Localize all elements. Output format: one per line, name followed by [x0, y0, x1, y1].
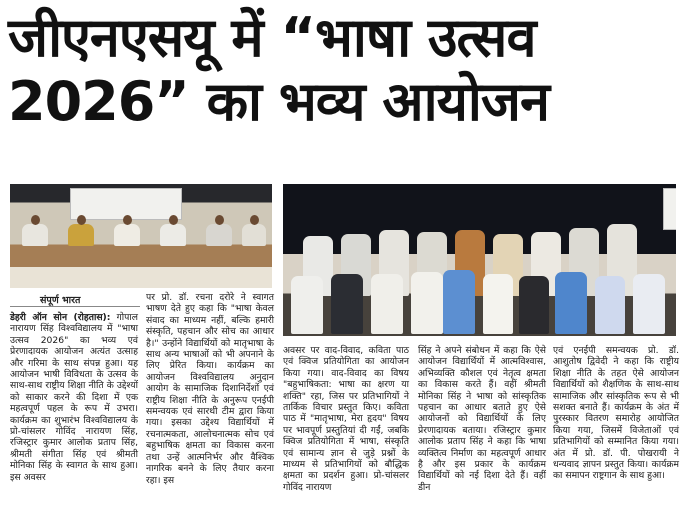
- article-column-3: [283, 345, 409, 493]
- article-column-1: [10, 312, 138, 483]
- article-column-4: [418, 345, 546, 493]
- byline: संपूर्ण भारत: [40, 295, 81, 306]
- divider: [10, 306, 140, 307]
- headline: जीएनएसयू में “भाषा उत्सव 2026” का भव्य आयोजन: [8, 6, 549, 133]
- photo-group-participants: [283, 184, 676, 336]
- article-column-2: [146, 292, 274, 486]
- projector-screen: [663, 188, 676, 230]
- column-3-text: अवसर पर वाद-विवाद, कविता पाठ एवं क्विज प्रतियोगिता का आयोजन किया गया। वाद-विवाद का विषय "बहुभाषिकता: भाषा का क्षरण या शक्ति" रहा, जिस पर प्रतिभागियों ने तार्किक विचार प्रस्तुत किए। कविता पाठ में "मातृभाषा, मेरा हृदय" विषय पर भावपूर्ण प्रस्तुतियां दी गईं, जबकि क्विज प्रतियोगिता में भाषा, संस्कृति एवं सामान्य ज्ञान से जुड़े प्रश्नों के माध्यम से प्रतिभागियों को बौद्धिक क्षमता का प्रदर्शन हुआ। प्रो-चांसलर गोविंद नारायण: [283, 345, 409, 493]
- column-5-text: एवं एनईपी समन्वयक प्रो. डॉ. आशुतोष द्विवेदी ने कहा कि राष्ट्रीय शिक्षा नीति के तहत ऐसे आयोजन विद्यार्थियों को शैक्षणिक के साथ-साथ सामाजिक और सांस्कृतिक रूप से भी सशक्त बनाते हैं। कार्यक्रम के अंत में पुरस्कार वितरण समारोह आयोजित किया गया, जिसमें विजेताओं एवं प्रतिभागियों को सम्मानित किया गया। अंत में प्रो. डॉ. पी. पोखरायी ने धन्यवाद ज्ञापन प्रस्तुत किया। कार्यक्रम का समापन राष्ट्रगान के साथ हुआ।: [553, 345, 679, 482]
- article-column-5: [553, 345, 679, 482]
- column-2-text: पर प्रो. डॉ. रचना दरोरे ने स्वागत भाषण देते हुए कहा कि "भाषा केवल संवाद का माध्यम नहीं, बल्कि हमारी संस्कृति, पहचान और सोच का आधार है।" उन्होंने विद्यार्थियों को मातृभाषा के साथ अन्य भाषाओं को भी अपनाने के लिए प्रेरित किया। कार्यक्रम का आयोजन विश्वविद्यालय अनुदान आयोग के सामाजिक दिशानिर्देशों एवं राष्ट्रीय शिक्षा नीति के अनुरूप एनईपी समन्वयक एवं सारथी टीम द्वारा किया गया। इसका उद्देश्य विद्यार्थियों में रचनात्मकता, आलोचनात्मक सोच एवं बहुभाषिक क्षमता का विकास करना तथा उन्हें आत्मनिर्भर और वैश्विक नागरिक बनने के लिए तैयार करना रहा। इस: [146, 292, 274, 486]
- column-4-text: सिंह ने अपने संबोधन में कहा कि ऐसे आयोजन विद्यार्थियों में आत्मविश्वास, अभिव्यक्ति कौशल एवं नेतृत्व क्षमता का विकास करते हैं। वहीं श्रीमती मोनिका सिंह ने भाषा को सांस्कृतिक पहचान का आधार बताते हुए ऐसे आयोजनों को विद्यार्थियों के लिए प्रेरणादायक बताया। रजिस्ट्रार कुमार आलोक प्रताप सिंह ने कहा कि भाषा व्यक्तित्व निर्माण का महत्वपूर्ण आधार है और इस प्रकार के कार्यक्रम विद्यार्थियों को नई दिशा देते हैं। वहीं डीन: [418, 345, 546, 493]
- dateline: डेहरी ऑन सोन (रोहतास):: [10, 312, 111, 323]
- column-1-text: गोपाल नारायण सिंह विश्वविद्यालय में "भाषा उत्सव 2026" का भव्य एवं प्रेरणादायक आयोजन अत्यंत उत्साह और गरिमा के साथ संपन्न हुआ। यह आयोजन भाषी विविधता के उत्सव के साथ-साथ राष्ट्रीय शिक्षा नीति के उद्देश्यों को साकार करने की दिशा में एक महत्वपूर्ण पहल के रूप में उभरा। कार्यक्रम का शुभारंभ विश्वविद्यालय के प्रो-चांसलर गोविंद नारायण सिंह, रजिस्ट्रार कुमार आलोक प्रताप सिंह, श्रीमती संगीता सिंह एवं श्रीमती मोनिका सिंह के स्वागत के साथ हुआ। इस अवसर: [10, 312, 138, 483]
- photo-dignitaries-on-stage: [10, 184, 272, 288]
